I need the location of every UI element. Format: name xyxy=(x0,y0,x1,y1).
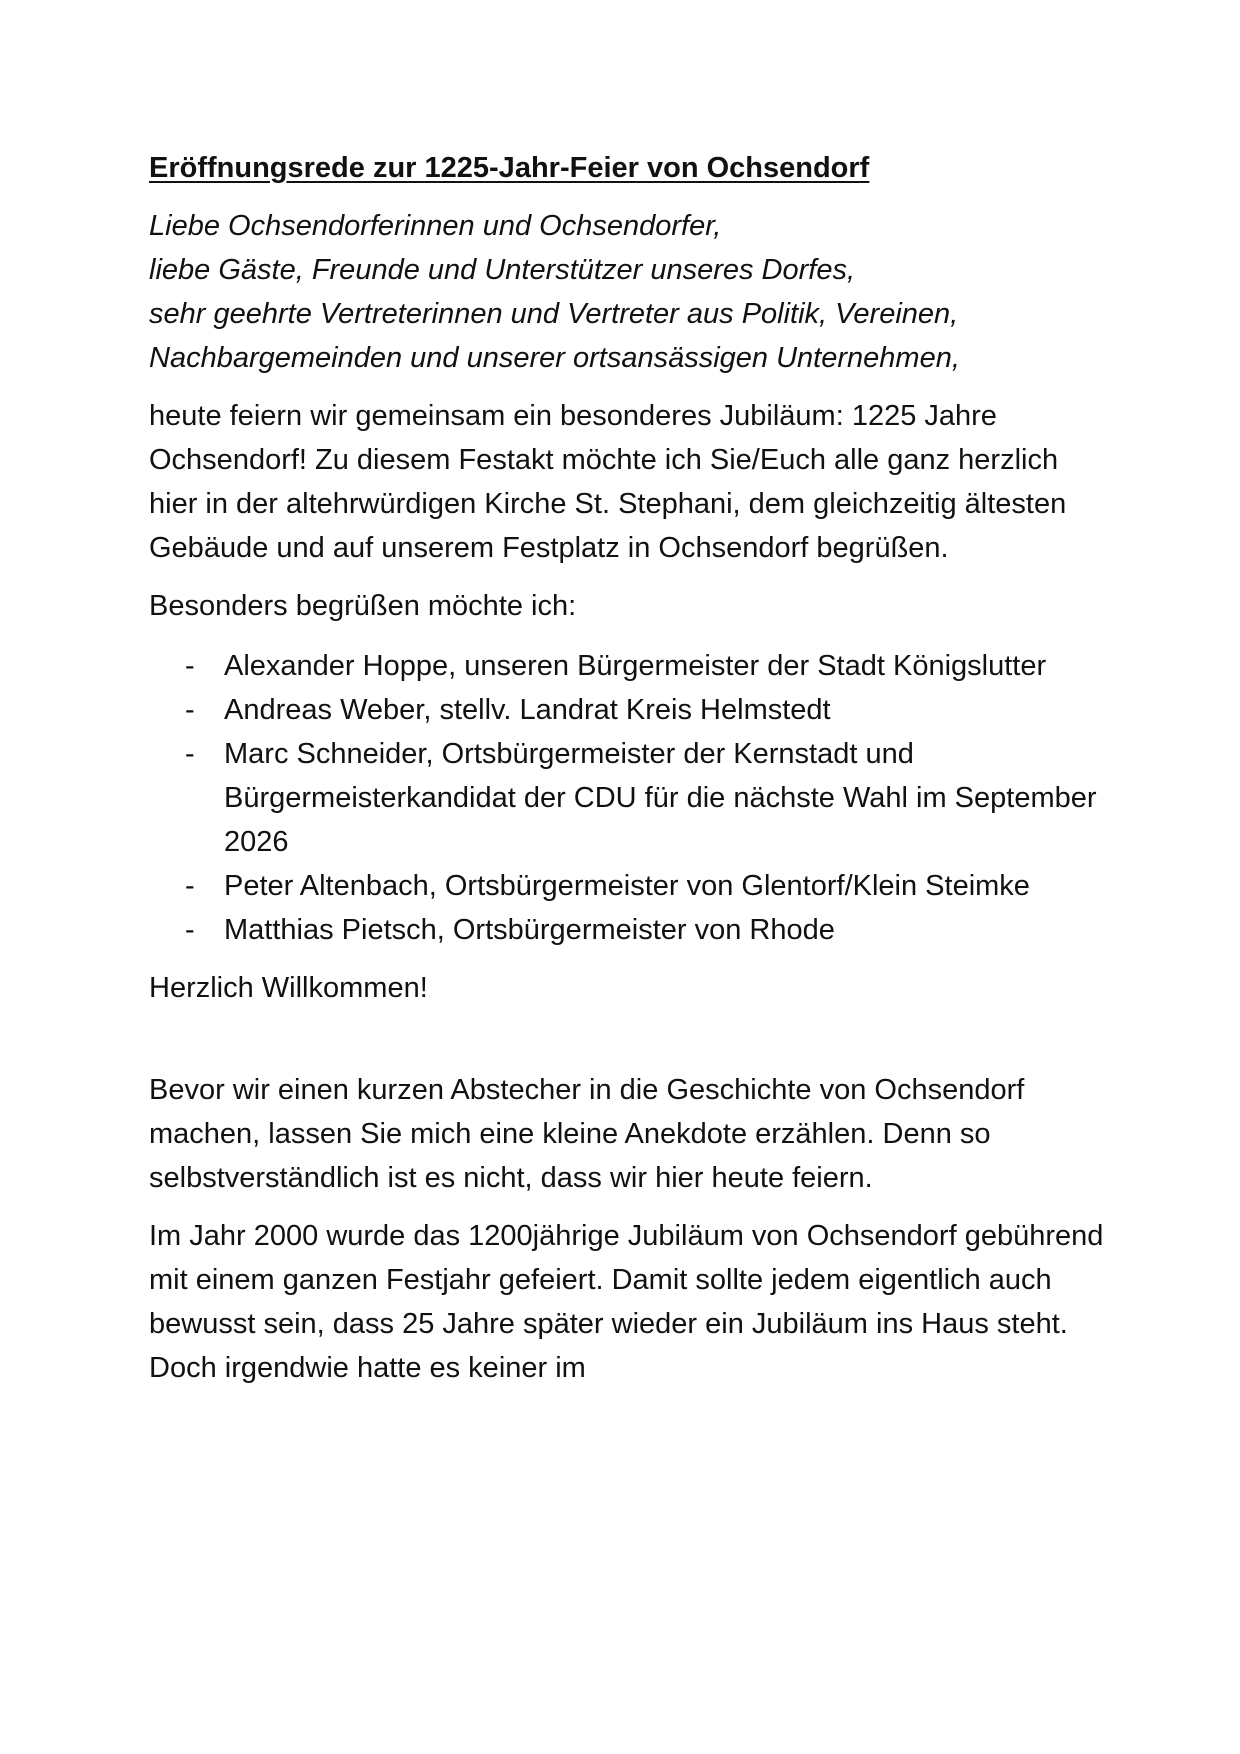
paragraph-history: Im Jahr 2000 wurde das 1200jährige Jubiläum von Ochsendorf gebührend mit einem ganzen Festjahr gefeiert. Damit sollte jedem eigentlich auch bewusst sein, dass 25 Jahre später wieder ein Jubiläum ins Haus steht. Doch irgendwie hatte es keiner im xyxy=(149,1220,1104,1384)
salutation xyxy=(149,204,1109,380)
welcome-line: Herzlich Willkommen! xyxy=(149,972,428,1004)
guest-name: Marc Schneider, Ortsbürgermeister der Kernstadt und Bürgermeisterkandidat der CDU für die nächste Wahl im September 2026 xyxy=(224,738,1097,858)
salutation-line: Nachbargemeinden und unserer ortsansässigen Unternehmen, xyxy=(149,342,960,374)
list-item xyxy=(149,644,1109,688)
salutation-line: sehr geehrte Vertreterinnen und Vertreter aus Politik, Vereinen, xyxy=(149,298,959,330)
list-bullet: - xyxy=(185,650,195,682)
paragraph-anecdote: Bevor wir einen kurzen Abstecher in die Geschichte von Ochsendorf machen, lassen Sie mich eine kleine Anekdote erzählen. Denn so selbstverständlich ist es nicht, dass wir hier heute feiern. xyxy=(149,1074,1025,1194)
paragraph-welcome: heute feiern wir gemeinsam ein besonderes Jubiläum: 1225 Jahre Ochsendorf! Zu diesem Festakt möchte ich Sie/Euch alle ganz herzlich hier in der altehrwürdigen Kirche St. Stephani, dem gleichzeitig ältesten Gebäude und auf unserem Festplatz in Ochsendorf begrüßen. xyxy=(149,400,1067,564)
guest-name: Andreas Weber, stellv. Landrat Kreis Helmstedt xyxy=(224,694,831,726)
guest-name: Peter Altenbach, Ortsbürgermeister von Glentorf/Klein Steimke xyxy=(224,870,1030,902)
list-item xyxy=(149,908,1109,952)
list-item xyxy=(149,688,1109,732)
guest-list xyxy=(149,644,1109,952)
guest-name: Matthias Pietsch, Ortsbürgermeister von Rhode xyxy=(224,914,835,946)
salutation-line: liebe Gäste, Freunde und Unterstützer unseres Dorfes, xyxy=(149,254,856,286)
list-item xyxy=(149,732,1109,864)
list-item xyxy=(149,864,1109,908)
guest-name: Alexander Hoppe, unseren Bürgermeister der Stadt Königslutter xyxy=(224,650,1047,682)
document-body xyxy=(149,146,1109,1390)
list-bullet: - xyxy=(185,914,195,946)
salutation-line: Liebe Ochsendorferinnen und Ochsendorfer, xyxy=(149,210,722,242)
spacer xyxy=(149,1010,1109,1054)
greeting-intro: Besonders begrüßen möchte ich: xyxy=(149,590,577,622)
document-title: Eröffnungsrede zur 1225-Jahr-Feier von Ochsendorf xyxy=(149,152,870,184)
list-bullet: - xyxy=(185,870,195,902)
list-bullet: - xyxy=(185,738,195,770)
list-bullet: - xyxy=(185,694,195,726)
